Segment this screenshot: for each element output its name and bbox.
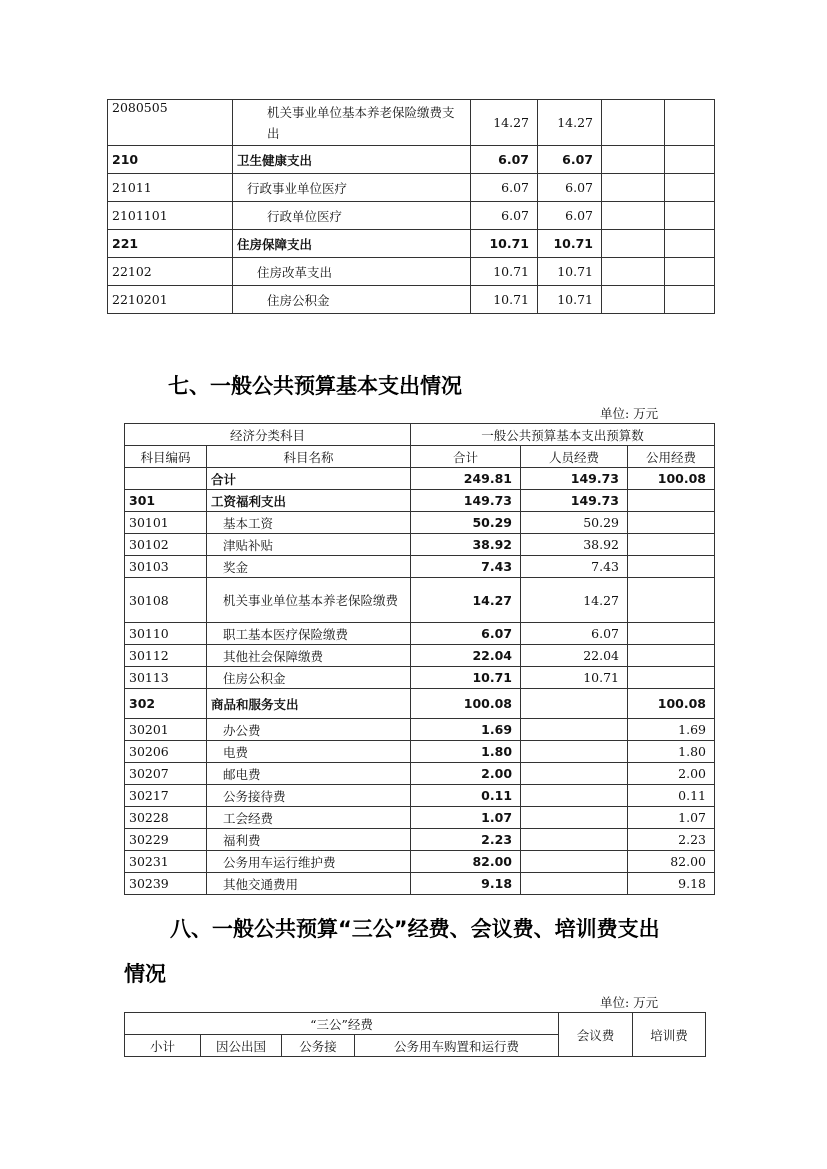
row-name: 行政事业单位医疗 xyxy=(233,174,471,202)
row-code: 21011 xyxy=(108,174,233,202)
row-personnel xyxy=(521,873,628,895)
row-public xyxy=(602,230,665,258)
table-row xyxy=(108,258,715,286)
row-name: 合计 xyxy=(207,468,411,490)
row-total: 82.00 xyxy=(411,851,521,873)
row-total: 1.80 xyxy=(411,741,521,763)
row-other xyxy=(665,258,715,286)
row-personnel: 6.07 xyxy=(521,623,628,645)
subtotal-header: 小计 xyxy=(125,1035,201,1057)
basic-expenditure-body xyxy=(125,468,715,895)
row-code: 30217 xyxy=(125,785,207,807)
row-personnel xyxy=(521,763,628,785)
table-row xyxy=(125,623,715,645)
row-personnel: 38.92 xyxy=(521,534,628,556)
row-code: 30201 xyxy=(125,719,207,741)
row-name: 奖金 xyxy=(207,556,411,578)
table-row xyxy=(125,667,715,689)
row-code: 30103 xyxy=(125,556,207,578)
row-total: 10.71 xyxy=(471,258,538,286)
row-name: 职工基本医疗保险缴费 xyxy=(207,623,411,645)
table-row xyxy=(108,146,715,174)
row-public: 9.18 xyxy=(628,873,715,895)
row-code: 30112 xyxy=(125,645,207,667)
header-total: 合计 xyxy=(411,446,521,468)
row-name: 其他社会保障缴费 xyxy=(207,645,411,667)
section8-title-line1: 八、一般公共预算“三公”经费、会议费、培训费支出 xyxy=(170,917,660,941)
section7-unit: 单位: 万元 xyxy=(600,406,659,421)
sangong-table xyxy=(124,1012,706,1057)
row-personnel: 22.04 xyxy=(521,645,628,667)
row-public xyxy=(602,174,665,202)
row-personnel xyxy=(521,689,628,719)
basic-expenditure-table xyxy=(124,423,715,895)
row-code xyxy=(125,468,207,490)
row-other xyxy=(665,202,715,230)
row-public: 100.08 xyxy=(628,689,715,719)
section7-title: 七、一般公共预算基本支出情况 xyxy=(168,374,462,398)
table-row xyxy=(125,645,715,667)
row-name: 基本工资 xyxy=(207,512,411,534)
table-row xyxy=(108,202,715,230)
row-personnel: 6.07 xyxy=(538,174,602,202)
row-total: 149.73 xyxy=(411,490,521,512)
section8-unit: 单位: 万元 xyxy=(600,995,659,1010)
row-personnel: 10.71 xyxy=(538,286,602,314)
row-code: 301 xyxy=(125,490,207,512)
row-code: 221 xyxy=(108,230,233,258)
table-row xyxy=(125,512,715,534)
row-public: 100.08 xyxy=(628,468,715,490)
row-code: 2080505 xyxy=(108,100,233,146)
row-name: 工资福利支出 xyxy=(207,490,411,512)
row-total: 249.81 xyxy=(411,468,521,490)
row-total: 10.71 xyxy=(411,667,521,689)
row-personnel: 10.71 xyxy=(538,230,602,258)
row-total: 1.69 xyxy=(411,719,521,741)
row-personnel: 6.07 xyxy=(538,202,602,230)
row-personnel xyxy=(521,741,628,763)
row-total: 14.27 xyxy=(411,578,521,623)
row-other xyxy=(665,286,715,314)
row-name: 津贴补贴 xyxy=(207,534,411,556)
table-row xyxy=(125,807,715,829)
row-total: 50.29 xyxy=(411,512,521,534)
row-personnel: 50.29 xyxy=(521,512,628,534)
table-row xyxy=(125,719,715,741)
row-public: 1.80 xyxy=(628,741,715,763)
row-personnel: 7.43 xyxy=(521,556,628,578)
table-row xyxy=(108,286,715,314)
top-budget-table xyxy=(107,99,715,314)
row-code: 210 xyxy=(108,146,233,174)
reception-header: 公务接 xyxy=(282,1035,355,1057)
row-total: 6.07 xyxy=(471,146,538,174)
row-public: 1.69 xyxy=(628,719,715,741)
abroad-header: 因公出国 xyxy=(201,1035,282,1057)
row-code: 30101 xyxy=(125,512,207,534)
row-personnel: 149.73 xyxy=(521,468,628,490)
vehicle-header: 公务用车购置和运行费 xyxy=(355,1035,559,1057)
row-public xyxy=(602,100,665,146)
table-row xyxy=(108,174,715,202)
table-row xyxy=(125,490,715,512)
section8-title-line2: 情况 xyxy=(124,962,166,986)
row-public xyxy=(602,286,665,314)
table-row xyxy=(108,100,715,146)
table-row xyxy=(125,785,715,807)
row-total: 9.18 xyxy=(411,873,521,895)
row-public xyxy=(628,534,715,556)
row-name: 工会经费 xyxy=(207,807,411,829)
row-personnel xyxy=(521,719,628,741)
row-public xyxy=(628,578,715,623)
row-total: 6.07 xyxy=(411,623,521,645)
meeting-fee-header: 会议费 xyxy=(559,1013,633,1057)
row-code: 2101101 xyxy=(108,202,233,230)
table-row xyxy=(125,556,715,578)
sangong-header: “三公”经费 xyxy=(125,1013,559,1035)
row-personnel xyxy=(521,851,628,873)
row-code: 30228 xyxy=(125,807,207,829)
table-row xyxy=(125,689,715,719)
row-public xyxy=(602,202,665,230)
header-name: 科目名称 xyxy=(207,446,411,468)
row-code: 2210201 xyxy=(108,286,233,314)
row-total: 6.07 xyxy=(471,174,538,202)
row-total: 2.00 xyxy=(411,763,521,785)
row-name: 住房改革支出 xyxy=(233,258,471,286)
row-total: 7.43 xyxy=(411,556,521,578)
row-other xyxy=(665,146,715,174)
row-public: 1.07 xyxy=(628,807,715,829)
row-total: 6.07 xyxy=(471,202,538,230)
row-total: 100.08 xyxy=(411,689,521,719)
row-personnel: 10.71 xyxy=(538,258,602,286)
row-name: 办公费 xyxy=(207,719,411,741)
row-personnel: 10.71 xyxy=(521,667,628,689)
row-other xyxy=(665,100,715,146)
table-row xyxy=(125,534,715,556)
row-name: 电费 xyxy=(207,741,411,763)
row-public xyxy=(628,512,715,534)
row-name: 商品和服务支出 xyxy=(207,689,411,719)
row-code: 22102 xyxy=(108,258,233,286)
row-total: 10.71 xyxy=(471,286,538,314)
row-public xyxy=(628,556,715,578)
row-public xyxy=(602,258,665,286)
header-code: 科目编码 xyxy=(125,446,207,468)
row-name: 其他交通费用 xyxy=(207,873,411,895)
row-personnel: 6.07 xyxy=(538,146,602,174)
row-total: 0.11 xyxy=(411,785,521,807)
row-personnel: 149.73 xyxy=(521,490,628,512)
row-code: 30239 xyxy=(125,873,207,895)
row-other xyxy=(665,230,715,258)
header-public: 公用经费 xyxy=(628,446,715,468)
table-row xyxy=(125,468,715,490)
row-code: 30110 xyxy=(125,623,207,645)
row-personnel: 14.27 xyxy=(538,100,602,146)
row-code: 302 xyxy=(125,689,207,719)
table-row xyxy=(125,829,715,851)
row-name: 福利费 xyxy=(207,829,411,851)
table-row xyxy=(125,578,715,623)
row-name: 机关事业单位基本养老保险缴费支出 xyxy=(233,100,471,146)
row-code: 30102 xyxy=(125,534,207,556)
row-code: 30108 xyxy=(125,578,207,623)
row-code: 30229 xyxy=(125,829,207,851)
row-public: 2.00 xyxy=(628,763,715,785)
table-row xyxy=(125,851,715,873)
header-econ-category: 经济分类科目 xyxy=(125,424,411,446)
row-total: 38.92 xyxy=(411,534,521,556)
row-public xyxy=(628,490,715,512)
row-name: 行政单位医疗 xyxy=(233,202,471,230)
row-personnel: 14.27 xyxy=(521,578,628,623)
row-personnel xyxy=(521,785,628,807)
row-personnel xyxy=(521,807,628,829)
training-fee-header: 培训费 xyxy=(633,1013,706,1057)
row-name: 机关事业单位基本养老保险缴费 xyxy=(207,578,411,623)
row-code: 30231 xyxy=(125,851,207,873)
header-personnel: 人员经费 xyxy=(521,446,628,468)
row-name: 住房公积金 xyxy=(233,286,471,314)
row-total: 2.23 xyxy=(411,829,521,851)
table-row xyxy=(125,873,715,895)
row-name: 卫生健康支出 xyxy=(233,146,471,174)
row-total: 22.04 xyxy=(411,645,521,667)
table-row xyxy=(125,763,715,785)
row-name: 公务接待费 xyxy=(207,785,411,807)
row-code: 30207 xyxy=(125,763,207,785)
table-row xyxy=(125,741,715,763)
row-name: 邮电费 xyxy=(207,763,411,785)
row-public: 82.00 xyxy=(628,851,715,873)
row-name: 住房公积金 xyxy=(207,667,411,689)
row-name: 住房保障支出 xyxy=(233,230,471,258)
row-code: 30113 xyxy=(125,667,207,689)
row-other xyxy=(665,174,715,202)
row-name: 公务用车运行维护费 xyxy=(207,851,411,873)
row-total: 1.07 xyxy=(411,807,521,829)
top-table-body xyxy=(108,100,715,314)
row-code: 30206 xyxy=(125,741,207,763)
header-budget-amount: 一般公共预算基本支出预算数 xyxy=(411,424,715,446)
row-public xyxy=(628,667,715,689)
row-public xyxy=(602,146,665,174)
row-public: 0.11 xyxy=(628,785,715,807)
row-public xyxy=(628,645,715,667)
row-personnel xyxy=(521,829,628,851)
row-total: 14.27 xyxy=(471,100,538,146)
row-public: 2.23 xyxy=(628,829,715,851)
row-public xyxy=(628,623,715,645)
row-total: 10.71 xyxy=(471,230,538,258)
table-row xyxy=(108,230,715,258)
